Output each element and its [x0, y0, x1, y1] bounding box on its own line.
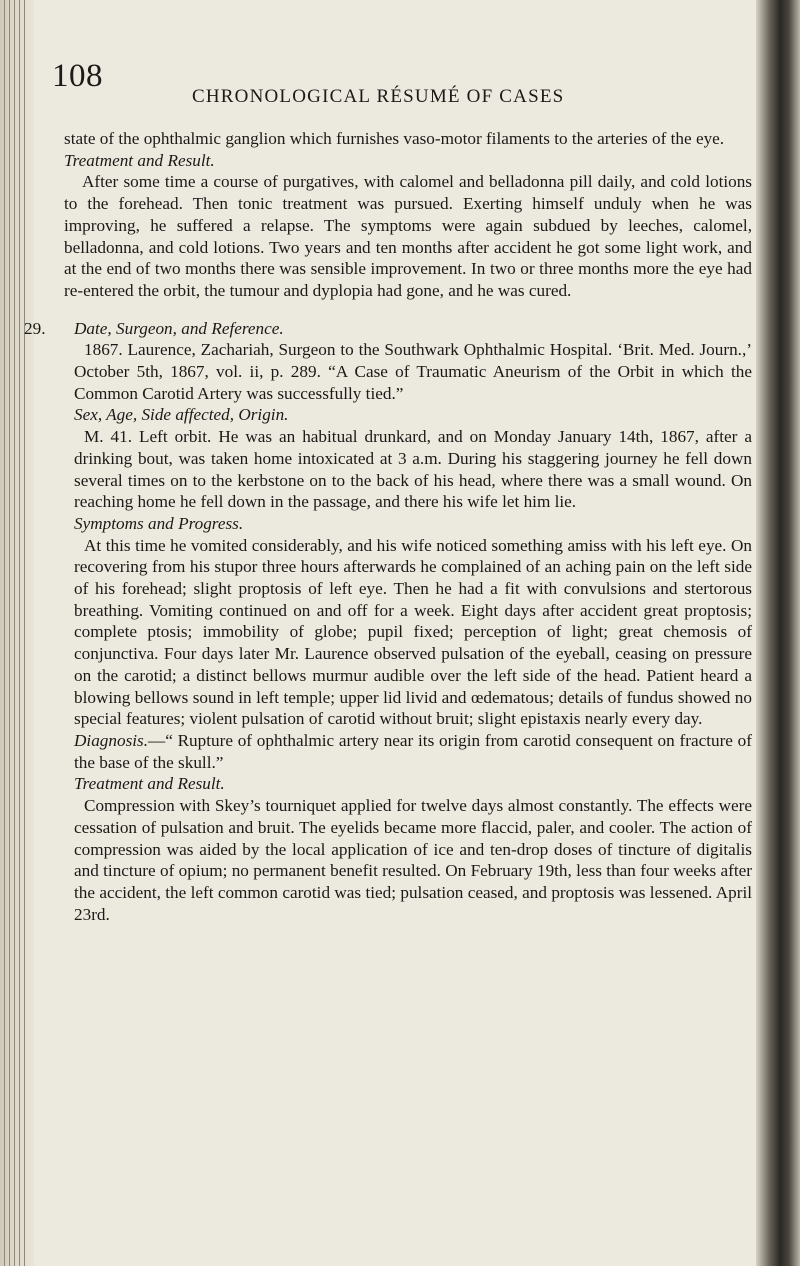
page-body — [24, 128, 752, 925]
left-page-edge — [0, 0, 34, 1266]
case-number: 29. — [24, 318, 46, 338]
running-head: CHRONOLOGICAL RÉSUMÉ OF CASES — [192, 86, 565, 107]
section-heading-date: Date, Surgeon, and Reference. — [74, 318, 284, 338]
diagnosis-text: —“ Rupture of ophthalmic artery near its origin from carotid consequent on fracture of the base of the skull.” — [74, 730, 752, 772]
paragraph-diagnosis — [52, 730, 752, 773]
case-heading-line — [24, 318, 752, 340]
paragraph-treatment-2: Compression with Skey’s tourniquet applied for twelve days almost constantly. The effects were cessation of pulsation and bruit. The eyelids became more flaccid, paler, and cooler. The action of compression was aided by the local application of ice and ten-drop doses of tincture of digitalis and tincture of opium; no permanent benefit resulted. On February 19th, less than four weeks after the accident, the left common carotid was tied; pulsation ceased, and proptosis was lessened. April 23rd. — [74, 796, 752, 924]
section-heading-symptoms: Symptoms and Progress. — [74, 513, 244, 533]
section-heading-sex-age: Sex, Age, Side affected, Origin. — [74, 405, 289, 425]
paragraph-treatment: After some time a course of purgatives, with calomel and belladonna pill daily, and cold lotions to the forehead. Then tonic treatment was pursued. Exerting himself unduly when he was improving, he suffered a relapse. The symptoms were again subdued by leeches, calomel, belladonna, and cold lotions. Two years and ten months after accident he got some light work, and at the end of two months there was sensible improvement. In two or three months more the eye had re-entered the orbit, the tumour and dyplopia had gone, and he was cured. — [64, 172, 752, 300]
page-number: 108 — [52, 58, 103, 94]
diagnosis-label: Diagnosis. — [74, 730, 149, 750]
paragraph-symptoms: At this time he vomited considerably, and his wife noticed something amiss with his left eye. On recovering from his stupor three hours afterwards he complained of an aching pain on the left side of his forehead; slight proptosis of left eye. Then he had a fit with convulsions and stertorous breathing. Vomiting continued on and off for a week. Eight days after accident great proptosis; complete ptosis; immobility of globe; pupil fixed; perception of light; great chemosis of conjunctiva. Four days later Mr. Laurence observed pulsation of the eyeball, ceasing on pressure on the carotid; a distinct bellows murmur audible over the left side of the head. Patient heard a blowing bellows sound in left temple; upper lid livid and œdematous; details of fundus showed no special features; violent pulsation of carotid without bruit; slight epistaxis nearly every day. — [74, 535, 752, 729]
paragraph-continuation: state of the ophthalmic ganglion which furnishes vaso-motor filaments to the arteries of the eye. — [64, 129, 725, 148]
paragraph-reference: 1867. Laurence, Zachariah, Surgeon to the Southwark Ophthalmic Hospital. ‘Brit. Med. Journ.,’ October 5th, 1867, vol. ii, p. 289. “A Case of Traumatic Aneurism of the Orbit in which the Common Carotid Artery was successfully tied.” — [74, 340, 752, 403]
section-heading-treatment: Treatment and Result. — [64, 150, 215, 170]
book-spine-shadow — [756, 0, 800, 1266]
section-heading-treatment-2: Treatment and Result. — [74, 774, 225, 794]
paragraph-origin: M. 41. Left orbit. He was an habitual drunkard, and on Monday January 14th, 1867, after a drinking bout, was taken home intoxicated at 3 a.m. During his staggering journey he fell down several times on to the kerbstone on to the back of his head, where there was a small wound. On reaching home he fell down in the passage, and there his wife let him lie. — [74, 427, 752, 512]
